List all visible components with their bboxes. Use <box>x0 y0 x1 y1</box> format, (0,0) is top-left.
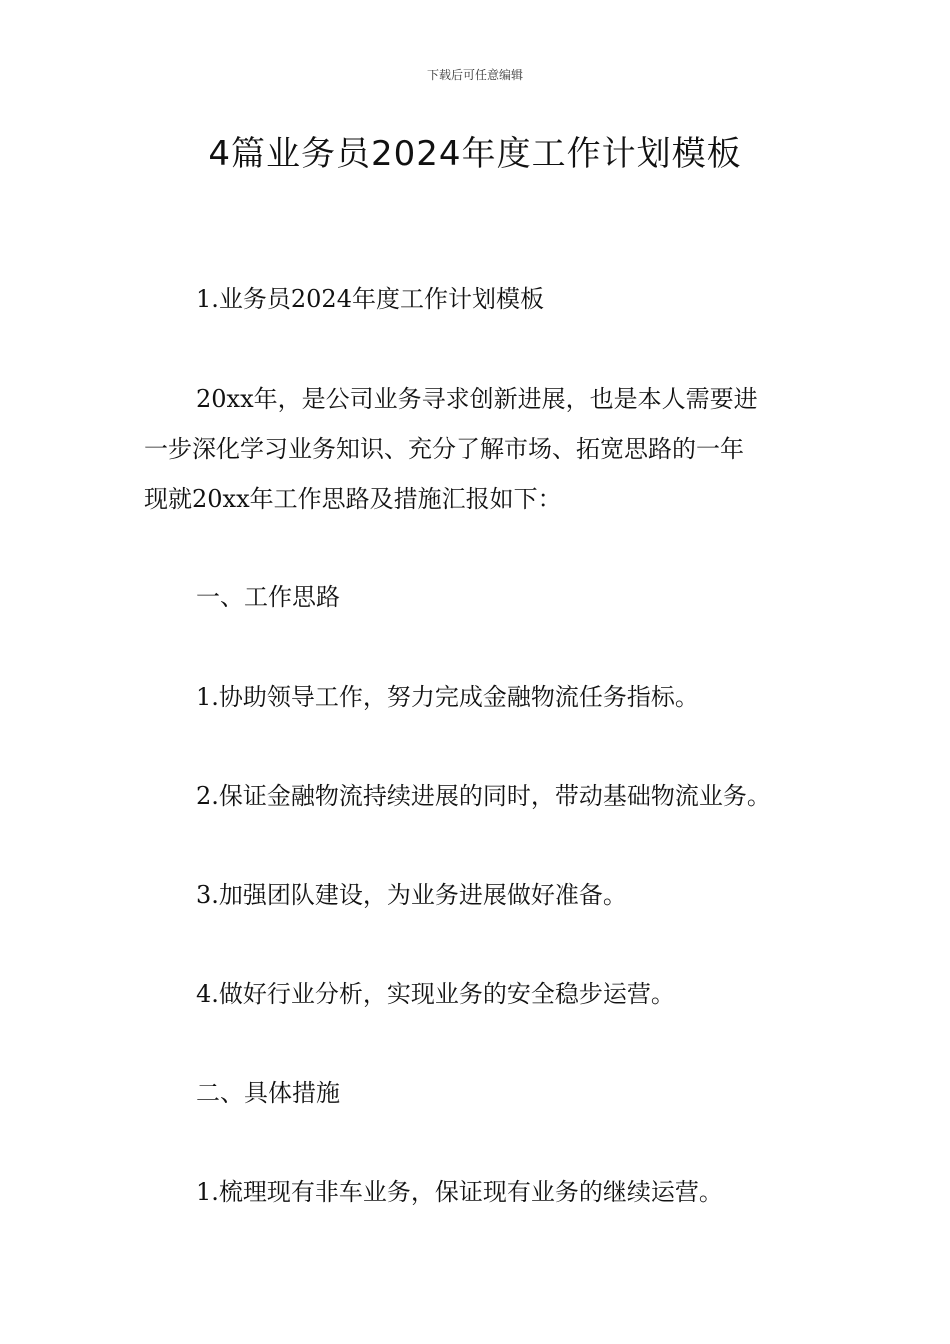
part1-item-2: 2.保证金融物流持续进展的同时，带动基础物流业务。 <box>196 782 771 810</box>
document-title: 4篇业务员2024年度工作计划模板 <box>208 134 742 174</box>
part1-item-4: 4.做好行业分析，实现业务的安全稳步运营。 <box>196 980 675 1008</box>
section-heading: 1.业务员2024年度工作计划模板 <box>196 285 544 313</box>
intro-line-3: 现就20xx年工作思路及措施汇报如下： <box>144 485 562 513</box>
part2-item-1: 1.梳理现有非车业务，保证现有业务的继续运营。 <box>196 1178 723 1206</box>
part1-heading: 一、工作思路 <box>196 583 340 611</box>
page-header-note: 下载后可任意编辑 <box>426 68 523 82</box>
part1-item-3: 3.加强团队建设，为业务进展做好准备。 <box>196 881 627 909</box>
intro-line-2: 一步深化学习业务知识、充分了解市场、拓宽思路的一年 <box>144 435 744 463</box>
part1-item-1: 1.协助领导工作，努力完成金融物流任务指标。 <box>196 683 699 711</box>
part2-heading: 二、具体措施 <box>196 1079 340 1107</box>
intro-line-1: 20xx年，是公司业务寻求创新进展，也是本人需要进 <box>196 385 758 413</box>
